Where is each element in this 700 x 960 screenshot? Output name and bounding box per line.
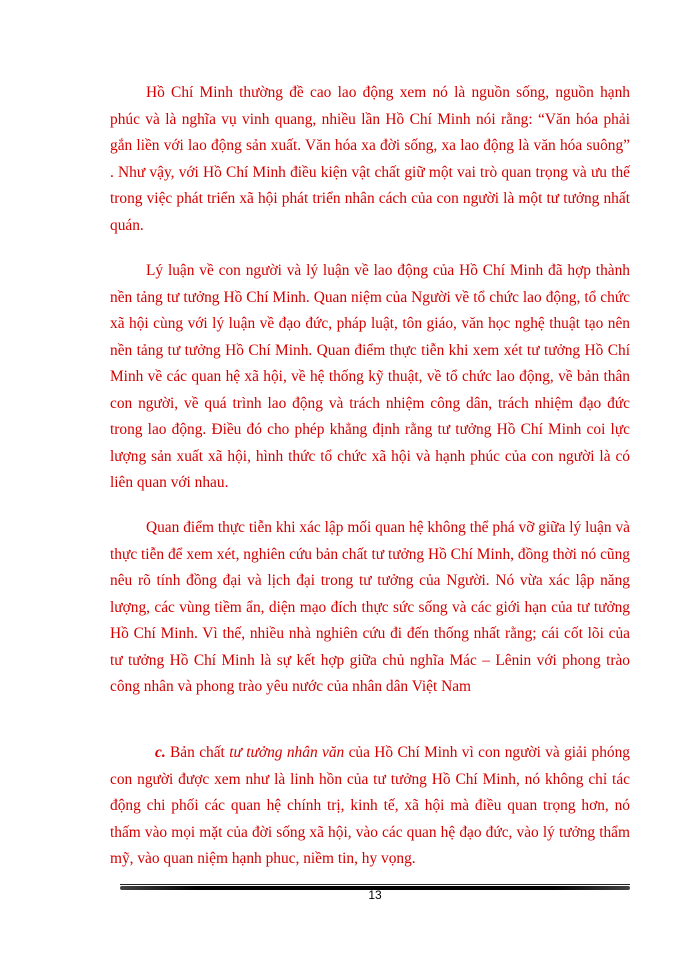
section-c-text-before: Bản chất bbox=[165, 744, 230, 761]
page-number: 13 bbox=[368, 888, 382, 902]
paragraph-2: Lý luận về con người và lý luận về lao động của Hồ Chí Minh đã hợp thành nền tảng tư tưởng Hồ Chí Minh. Quan niệm của Người về tổ chức lao động, tổ chức xã hội cùng với lý luận về đạo đức, pháp luật, tôn giáo, văn học nghệ thuật tạo nên nền tảng tư tưởng Hồ Chí Minh. Quan điểm thực tiễn khi xem xét tư tưởng Hồ Chí Minh về các quan hệ xã hội, về hệ thống kỹ thuật, về tổ chức lao động, về bản thân con người, về quá trình lao động và trách nhiệm công dân, trách nhiệm đạo đức trong lao động. Điều đó cho phép khẳng định rằng tư tưởng Hồ Chí Minh coi lực lượng sản xuất xã hội, hình thức tổ chức xã hội và hạnh phúc của con người là có liên quan với nhau. bbox=[110, 262, 630, 491]
paragraph-section-c bbox=[110, 740, 630, 873]
paragraph-3: Quan điểm thực tiễn khi xác lập mối quan hệ không thể phá vỡ giữa lý luận và thực tiễn để xem xét, nghiên cứu bản chất tư tưởng Hồ Chí Minh, đồng thời nó cũng nêu rõ tính đồng đại và lịch đại trong tư tưởng của Người. Nó vừa xác lập năng lượng, các vùng tiềm ẩn, diện mạo đích thực sức sống và các giới hạn của tư tưởng Hồ Chí Minh. Vì thế, nhiều nhà nghiên cứu đi đến thống nhất rằng; cái cốt lõi của tư tưởng Hồ Chí Minh là sự kết hợp giữa chủ nghĩa Mác – Lênin với phong trào công nhân và phong trào yêu nước của nhân dân Việt Nam bbox=[110, 519, 630, 695]
section-c-text-after: của Hồ Chí Minh vì con người và giải phóng con người được xem như là linh hồn của tư tưởng Hồ Chí Minh, nó không chỉ tác động chi phối các quan hệ chính trị, kinh tế, xã hội mà điều quan trọng hơn, nó thấm vào mọi mặt của đời sống xã hội, vào các quan hệ đạo đức, vào lý tưởng thẩm mỹ, vào quan niệm hạnh phuc, niềm tin, hy vọng. bbox=[110, 744, 631, 867]
section-c-italic-term: tư tưởng nhân văn bbox=[229, 744, 345, 761]
footer-divider-thin bbox=[120, 884, 630, 885]
section-label: c. bbox=[155, 744, 166, 761]
paragraph-1: Hồ Chí Minh thường đề cao lao động xem nó là nguồn sống, nguồn hạnh phúc và là nghĩa vụ vinh quang, nhiều lần Hồ Chí Minh nói rằng: “Văn hóa phải gắn liền với lao động sản xuất. Văn hóa xa đời sống, xa lao động là văn hóa suông” . Như vậy, với Hồ Chí Minh điều kiện vật chất giữ một vai trò quan trọng và ưu thế trong việc phát triển xã hội phát triển nhân cách của con người là một tư tưởng nhất quán. bbox=[110, 84, 630, 234]
